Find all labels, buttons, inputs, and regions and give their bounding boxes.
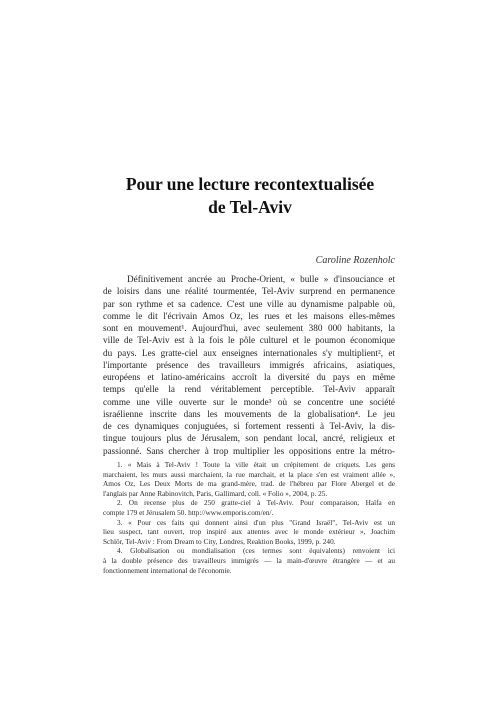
footnote-line: l'anglais par Anne Rabinovitch, Paris, Gallimard, coll. « Folio », 2004, p. 25.	[103, 488, 328, 498]
body-line: israélienne inscrite dans les mouvements de la globalisation⁴. Le jeu	[103, 408, 395, 419]
body-line: ville de Tel-Aviv est à la fois le pôle culturel et le poumon économique	[103, 335, 395, 346]
footnote-line: compte 179 et Jérusalem 50. http://www.emporis.com/en/.	[103, 507, 274, 517]
footnote-1: 1. « Mais à Tel-Aviv ! Toute la ville était un crépitement de criquets. Les gens	[117, 460, 395, 469]
footnote-line: Schlör, Tel-Aviv : From Dream to City, Londres, Reaktion Books, 1999, p. 240.	[103, 536, 336, 546]
title-line-2: de Tel-Aviv	[208, 197, 292, 217]
author-name: Caroline Rozenholc	[315, 255, 395, 266]
footnotes	[103, 460, 395, 575]
body-line: du pays. Les gratte-ciel aux enseignes internationales s'y multiplient², et	[103, 347, 395, 358]
body-line: comme une ville ouverte sur le monde³ où se concentre une société	[103, 396, 395, 407]
article-title	[60, 173, 440, 219]
footnote-3: 3. « Pour ces faits qui donnent ainsi d'un plus "Grand Israël", Tel-Aviv est un	[117, 517, 395, 527]
body-line: comme le dit l'écrivain Amos Oz, les rues et les maisons elles-mêmes	[103, 310, 395, 321]
footnote-line: à la double présence des travailleurs immigrés — la main-d'œuvre étrangère — et au	[103, 555, 395, 565]
title-line-1: Pour une lecture recontextualisée	[125, 174, 375, 194]
body-line: de loisirs dans une réalité tourmentée, Tel-Aviv surprend en permanence	[103, 286, 395, 297]
body-paragraph	[103, 273, 395, 457]
body-line: européens et latino-américains accroît la diversité du pays en même	[103, 372, 395, 382]
body-line: sont en mouvement¹. Aujourd'hui, avec seulement 380 000 habitants, la	[103, 323, 395, 333]
footnote-line: lieu suspect, tant ouvert, trop inspiré aux attentes avec le monde extérieur », Joachim	[103, 527, 395, 537]
footnote-4: 4. Globalisation ou mondialisation (ces termes sont équivalents) renvoient ici	[117, 546, 395, 556]
footnote-line: fonctionnement international de l'économie.	[103, 565, 232, 575]
body-line: l'importante présence des travailleurs immigrés africains, asiatiques,	[103, 359, 395, 370]
body-line: tingue toujours plus de Jérusalem, son pendant local, ancré, religieux et	[103, 433, 395, 444]
footnote-line: Amos Oz, Les Deux Morts de ma grand-mère, trad. de l'hébreu par Flore Abergel et de	[103, 479, 395, 489]
body-line: passionné. Sans chercher à trop multiplier les oppositions entre la métro-	[103, 445, 395, 456]
footnote-line: marchaient, les murs aussi marchaient, la rue marchait, et la place s'en est vraiment allée »,	[103, 469, 395, 479]
body-line: par son rythme et sa cadence. C'est une ville au dynamisme palpable où,	[103, 298, 395, 309]
body-line: temps qu'elle la rend véritablement perceptible. Tel-Aviv apparaît	[103, 384, 395, 395]
footnote-2: 2. On recense plus de 250 gratte-ciel à Tel-Aviv. Pour comparaison, Haïfa en	[117, 498, 395, 508]
body-line: de ces dynamiques conjuguées, si fortement ressenti à Tel-Aviv, la dis-	[103, 421, 395, 431]
body-line: Définitivement ancrée au Proche-Orient, « bulle » d'insouciance et	[127, 274, 395, 284]
